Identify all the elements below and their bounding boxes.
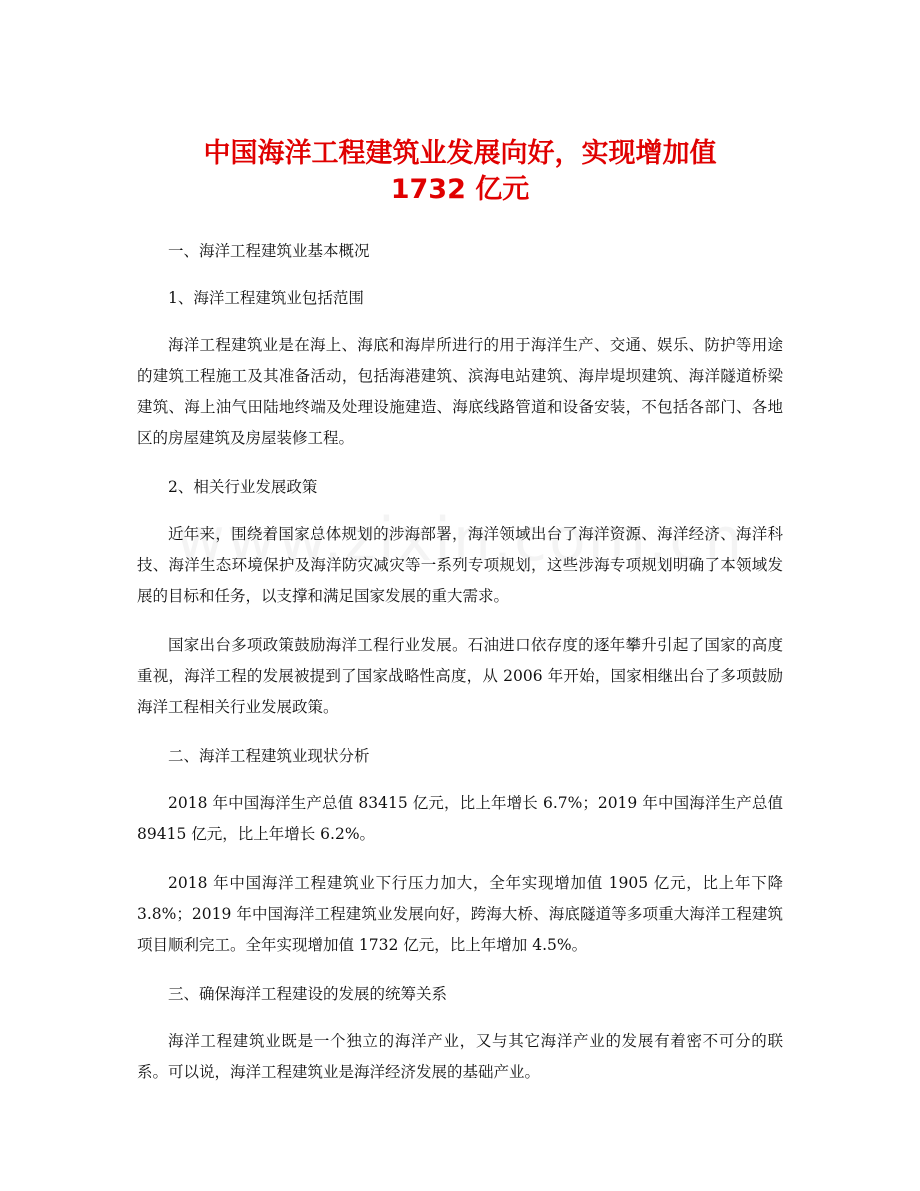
subsection-heading-1-2: 2、相关行业发展政策 (168, 478, 318, 496)
subsection-heading-1-1: 1、海洋工程建筑业包括范围 (168, 289, 364, 307)
paragraph-policy-plans: 近年来，围绕着国家总体规划的涉海部署，海洋领域出台了海洋资源、海洋经济、海洋科技、海洋生态环境保护及海洋防灾减灾等一系列专项规划，这些涉海专项规划明确了本领域发展的目标和任务，以支撑和满足国家发展的重大需求。 (137, 525, 783, 605)
paragraph-relationship: 海洋工程建筑业既是一个独立的海洋产业，又与其它海洋产业的发展有着密不可分的联系。可以说，海洋工程建筑业是海洋经济发展的基础产业。 (137, 1032, 783, 1081)
section-heading-2: 二、海洋工程建筑业现状分析 (168, 747, 370, 765)
section-heading-1: 一、海洋工程建筑业基本概况 (168, 242, 370, 260)
section-heading-3: 三、确保海洋工程建设的发展的统筹关系 (168, 985, 448, 1003)
page-title (100, 136, 820, 208)
paragraph-added-value: 2018 年中国海洋工程建筑业下行压力加大，全年实现增加值 1905 亿元，比上年下降 3.8%；2019 年中国海洋工程建筑业发展向好，跨海大桥、海底隧道等多项重大海洋工程建筑项目顺利完工。全年实现增加值 1732 亿元，比上年增加 4.5%。 (137, 874, 783, 954)
paragraph-policy-support: 国家出台多项政策鼓励海洋工程行业发展。石油进口依存度的逐年攀升引起了国家的高度重视，海洋工程的发展被提到了国家战略性高度，从 2006 年开始，国家相继出台了多项鼓励海洋工程相关行业发展政策。 (137, 636, 783, 716)
paragraph-scope: 海洋工程建筑业是在海上、海底和海岸所进行的用于海洋生产、交通、娱乐、防护等用途的建筑工程施工及其准备活动，包括海港建筑、滨海电站建筑、海岸堤坝建筑、海洋隧道桥梁建筑、海上油气田陆地终端及处理设施建造、海底线路管道和设备安装，不包括各部门、各地区的房屋建筑及房屋装修工程。 (137, 336, 783, 447)
document-body (137, 236, 783, 1106)
title-line-2: 1732 亿元 (390, 174, 530, 205)
paragraph-gdp: 2018 年中国海洋生产总值 83415 亿元，比上年增长 6.7%；2019 年中国海洋生产总值 89415 亿元，比上年增长 6.2%。 (137, 794, 783, 843)
title-line-1: 中国海洋工程建筑业发展向好，实现增加值 (203, 138, 717, 169)
